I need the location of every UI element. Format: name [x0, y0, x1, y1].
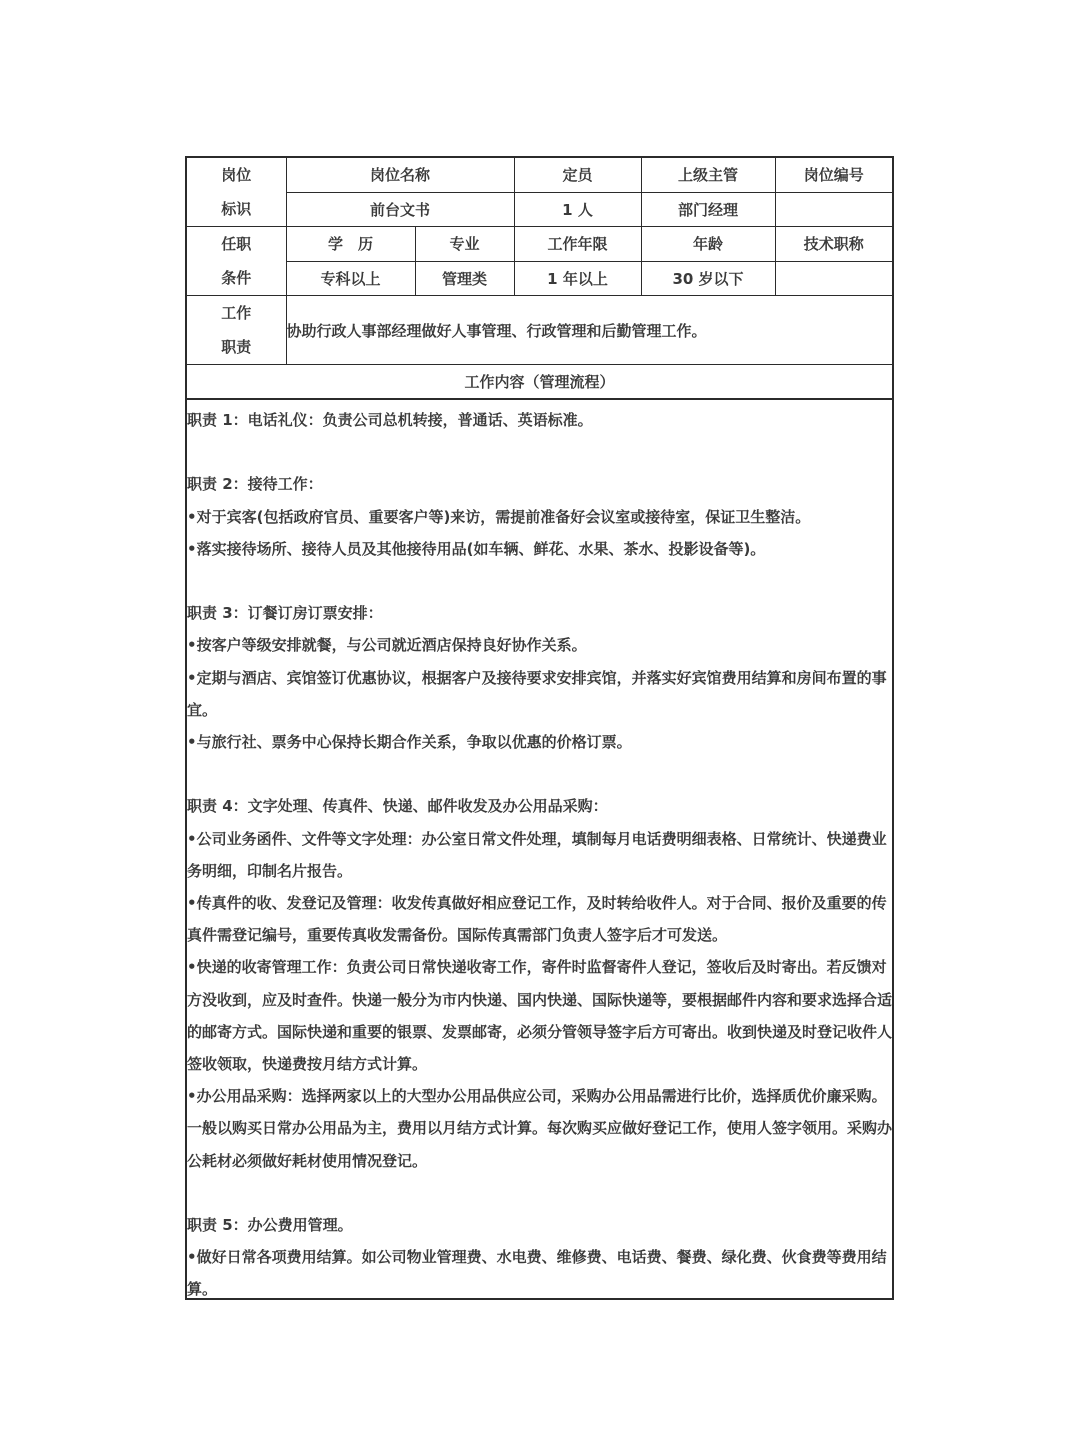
- experience-header: 工作年限: [514, 227, 641, 262]
- duty-3-item: •定期与酒店、宾馆签订优惠协议，根据客户及接待要求安排宾馆，并落实好宾馆费用结算和房间布置的事宜。: [187, 668, 887, 719]
- major-header: 专业: [415, 227, 514, 262]
- post-code-header: 岗位编号: [775, 158, 892, 192]
- duty-4-item: •公司业务函件、文件等文字处理：办公室日常文件处理，填制每月电话费明细表格、日常统计、快递费业务明细，印制名片报告。: [187, 829, 887, 880]
- age-header: 年龄: [641, 227, 775, 262]
- duty-3-item: •按客户等级安排就餐，与公司就近酒店保持良好协作关系。: [187, 636, 587, 655]
- duty-summary: 协助行政人事部经理做好人事管理、行政管理和后勤管理工作。: [286, 296, 892, 365]
- job-description-table: [185, 156, 894, 1300]
- education-header: 学 历: [286, 227, 415, 262]
- duty-label: [187, 296, 286, 365]
- duty-4-item: •快递的收寄管理工作：负责公司日常快递收寄工作，寄件时监督寄件人登记，签收后及时寄出。若反馈对方没收到，应及时查件。快递一般分为市内快递、国内快递、国际快递等，要根据邮件内容和要求选择合适的邮寄方式。国际快递和重要的银票、发票邮寄，必须分管领导签字后方可寄出。收到快递及时登记收件人签收领取，快递费按月结方式计算。: [187, 958, 893, 1074]
- duty-2-item: •对于宾客(包括政府官员、重要客户等)来访，需提前准备好会议室或接待室，保证卫生整洁。: [187, 507, 811, 526]
- supervisor-header: 上级主管: [641, 158, 775, 192]
- duty-5-item: •做好日常各项费用结算。如公司物业管理费、水电费、维修费、电话费、餐费、绿化费、伙食费等费用结算。: [187, 1248, 887, 1299]
- req-label-line1: 任职: [221, 235, 252, 253]
- post-label-line2: 标识: [221, 200, 252, 218]
- job-info-grid: [187, 158, 892, 399]
- duty-5-title: 职责 5：办公费用管理。: [187, 1216, 353, 1235]
- title-header: 技术职称: [775, 227, 892, 262]
- req-label-line2: 条件: [221, 269, 252, 287]
- post-identity-label: [187, 158, 286, 227]
- duty-2-item: •落实接待场所、接待人员及其他接待用品(如车辆、鲜花、水果、茶水、投影设备等)。: [187, 539, 766, 558]
- duty-4-item: •传真件的收、发登记及管理：收发传真做好相应登记工作，及时转给收件人。对于合同、报价及重要的传真件需登记编号，重要传真收发需备份。国际传真需部门负责人签字后才可发送。: [187, 894, 887, 945]
- duty-2-title: 职责 2：接待工作：: [187, 475, 323, 494]
- duty-1-title: 职责 1：电话礼仪：负责公司总机转接，普通话、英语标准。: [187, 411, 593, 429]
- duty-3-title: 职责 3：订餐订房订票安排：: [187, 604, 383, 623]
- work-content: [187, 399, 892, 1298]
- supervisor-value: 部门经理: [641, 192, 775, 226]
- requirements-label: [187, 227, 286, 296]
- post-name-header: 岗位名称: [286, 158, 514, 192]
- major-value: 管理类: [415, 261, 514, 296]
- duty-label-line2: 职责: [221, 338, 252, 356]
- post-label-line1: 岗位: [221, 166, 252, 184]
- duty-3-item: •与旅行社、票务中心保持长期合作关系，争取以优惠的价格订票。: [187, 733, 632, 751]
- duty-label-line1: 工作: [221, 304, 252, 322]
- education-value: 专科以上: [286, 261, 415, 296]
- age-value: 30 岁以下: [641, 261, 775, 296]
- duty-4-title: 职责 4：文字处理、传真件、快递、邮件收发及办公用品采购：: [187, 797, 608, 816]
- headcount-header: 定员: [514, 158, 641, 192]
- post-name-value: 前台文书: [286, 192, 514, 226]
- content-header: 工作内容（管理流程）: [187, 365, 892, 399]
- headcount-value: 1 人: [514, 192, 641, 226]
- title-value: [775, 261, 892, 296]
- experience-value: 1 年以上: [514, 261, 641, 296]
- duty-4-item: •办公用品采购：选择两家以上的大型办公用品供应公司，采购办公用品需进行比价，选择质优价廉采购。一般以购买日常办公用品为主，费用以月结方式计算。每次购买应做好登记工作，使用人签字领用。采购办公耗材必须做好耗材使用情况登记。: [187, 1087, 893, 1170]
- post-code-value: [775, 192, 892, 226]
